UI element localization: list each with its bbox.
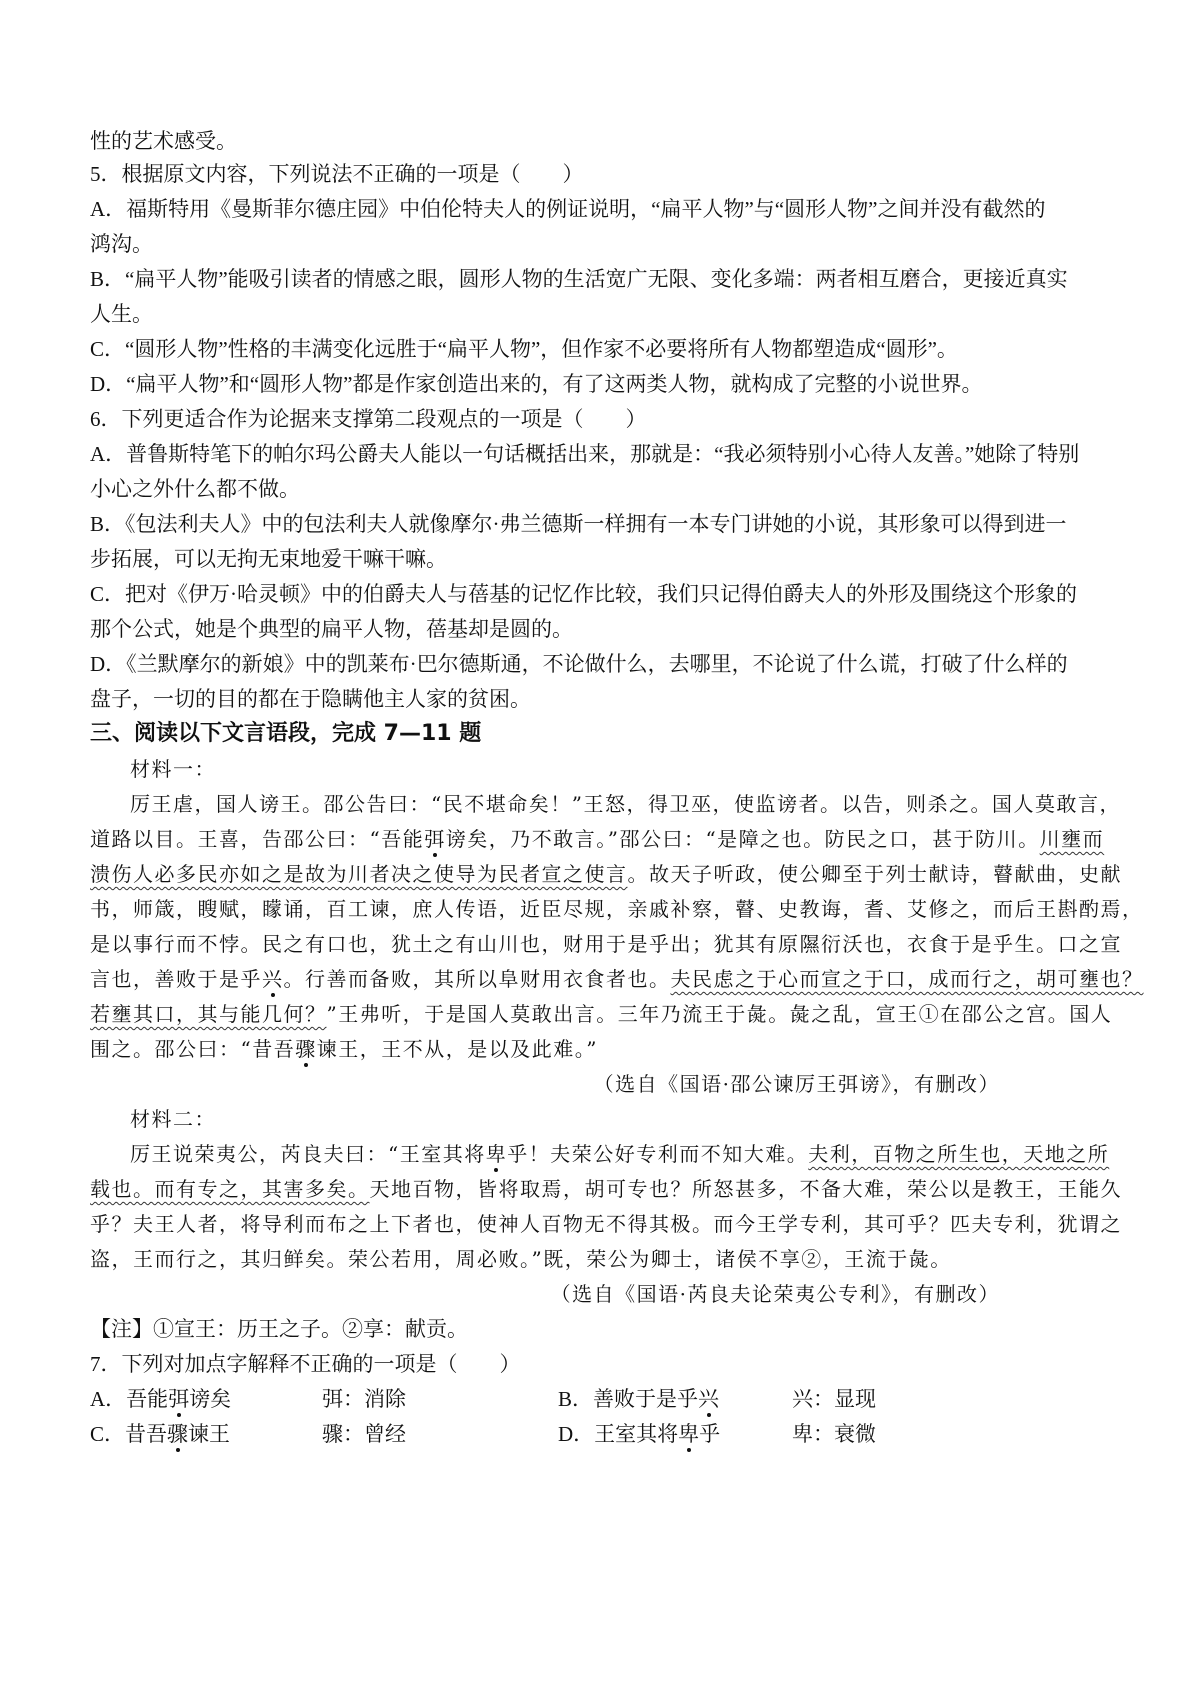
q7-option-a: A．吾能弭谤矣 [90,1387,232,1411]
dotted-char: 骤 [295,1037,317,1061]
dotted-char: 骤 [167,1422,189,1446]
q6-option-a-cont: 小心之外什么都不做。 [90,477,300,501]
material-1-line: 围之。邵公曰：“昔吾骤谏王，王不从，是以及此难。” [90,1037,598,1061]
material-1-line: 厉王虐，国人谤王。邵公告曰：“民不堪命矣！”王怒，得卫巫，使监谤者。以告，则杀之。国人莫敢言， [130,792,1121,816]
section-3-heading: 三、阅读以下文言语段，完成 7—11 题 [90,721,482,746]
material-1-line: 若壅其口，其与能几何？”王弗听，于是国人莫敢出言。三年乃流王于彘。彘之乱，宣王①在邵公之宫。国人 [90,1002,1113,1026]
dotted-char: 兴 [698,1387,720,1411]
material-1-label: 材料一： [130,757,216,781]
material-2-line: 厉王说荣夷公，芮良夫曰：“王室其将卑乎！夫荣公好专利而不知大难。夫利，百物之所生也，天地之所 [130,1142,1110,1166]
question-7-stem: 7．下列对加点字解释不正确的一项是（ ） [90,1352,521,1376]
q7-option-b-explanation: 兴：显现 [792,1387,876,1411]
wavy-underlined-text: 夫利，百物之所生也，天地之所 [808,1142,1110,1166]
material-2-line: 盗，王而行之，其归鲜矣。荣公若用，周必败。”既，荣公为卿士，诸侯不享②，王流于彘。 [90,1247,952,1271]
material-1-line: 言也，善败于是乎兴。行善而备败，其所以阜财用衣食者也。夫民虑之于心而宣之于口，成而行之，胡可壅也？ [90,967,1144,991]
question-5-stem: 5．根据原文内容，下列说法不正确的一项是（ ） [90,162,584,186]
wavy-underlined-text: 若壅其口，其与能几何？ [90,1002,327,1026]
q5-option-a-cont: 鸿沟。 [90,232,153,256]
wavy-underlined-text: 溃伤人必多民亦如之是故为川者决之使导为民者宣之使言 [90,862,628,886]
material-2-label: 材料二： [130,1107,216,1131]
q7-option-b: B．善败于是乎兴 [558,1387,720,1411]
q7-option-a-explanation: 弭：消除 [322,1387,406,1411]
material-2-line: 载也。而有专之，其害多矣。天地百物，皆将取焉，胡可专也？所怒甚多，不备大难，荣公以是教王，王能久 [90,1177,1122,1201]
q6-option-c-cont: 那个公式，她是个典型的扁平人物，蓓基却是圆的。 [90,617,573,641]
q7-option-c: C．昔吾骤谏王 [90,1422,231,1446]
q6-option-c: C．把对《伊万·哈灵顿》中的伯爵夫人与蓓基的记忆作比较，我们只记得伯爵夫人的外形及围绕这个形象的 [90,582,1077,606]
q5-option-a: A．福斯特用《曼斯菲尔德庄园》中伯伦特夫人的例证说明，“扁平人物”与“圆形人物”之间并没有截然的 [90,197,1046,221]
wavy-underlined-text: 川壅而 [1039,827,1105,851]
material-1-line: 书，师箴，瞍赋，矇诵，百工谏，庶人传语，近臣尽规，亲戚补察，瞽、史教诲，耆、艾修之，而后王斟酌焉， [90,897,1144,921]
question-6-stem: 6．下列更适合作为论据来支撑第二段观点的一项是（ ） [90,407,647,431]
material-1-source: （选自《国语·邵公谏厉王弭谤》，有删改） [593,1072,1000,1096]
material-1-line: 溃伤人必多民亦如之是故为川者决之使导为民者宣之使言。故天子听政，使公卿至于列士献诗，瞽献曲，史献 [90,862,1122,886]
q7-option-c-explanation: 骤：曾经 [322,1422,406,1446]
q5-option-d: D．“扁平人物”和“圆形人物”都是作家创造出来的，有了这两类人物，就构成了完整的小说世界。 [90,372,983,396]
q7-option-d-explanation: 卑：衰微 [792,1422,876,1446]
q6-option-b-cont: 步拓展，可以无拘无束地爱干嘛干嘛。 [90,547,447,571]
q7-option-d: D．王室其将卑乎 [558,1422,721,1446]
q6-option-a: A．普鲁斯特笔下的帕尔玛公爵夫人能以一句话概括出来，那就是：“我必须特别小心待人友善。”她除了特别 [90,442,1080,466]
q5-option-b: B．“扁平人物”能吸引读者的情感之眼，圆形人物的生活宽广无限、变化多端：两者相互磨合，更接近真实 [90,267,1068,291]
wavy-underlined-text: 夫民虑之于心而宣之于口，成而行之，胡可壅也？ [670,967,1144,991]
q5-option-c: C．“圆形人物”性格的丰满变化远胜于“扁平人物”，但作家不必要将所有人物都塑造成“圆形”。 [90,337,958,361]
q6-option-d: D．《兰默摩尔的新娘》中的凯莱布·巴尔德斯通，不论做什么，去哪里，不论说了什么谎，打破了什么样的 [90,652,1068,676]
material-1-line: 道路以目。王喜，告邵公曰：“吾能弭谤矣，乃不敢言。”邵公曰：“是障之也。防民之口，甚于防川。川壅而 [90,827,1105,851]
dotted-char: 弭 [424,827,446,851]
wavy-underlined-text: 载也。而有专之，其害多矣。 [90,1177,370,1201]
material-1-line: 是以事行而不悖。民之有口也，犹土之有山川也，财用于是乎出；犹其有原隰衍沃也，衣食于是乎生。口之宣 [90,932,1122,956]
q6-option-b: B．《包法利夫人》中的包法利夫人就像摩尔·弗兰德斯一样拥有一本专门讲她的小说，其形象可以得到进一 [90,512,1067,536]
annotation-note: 【注】①宣王：历王之子。②享：献贡。 [90,1317,468,1341]
material-2-source: （选自《国语·芮良夫论荣夷公专利》，有删改） [550,1282,1000,1306]
material-2-line: 乎？夫王人者，将导利而布之上下者也，使神人百物无不得其极。而今王学专利，其可乎？匹夫专利，犹谓之 [90,1212,1122,1236]
dotted-char: 卑 [678,1422,700,1446]
dotted-char: 弭 [168,1387,190,1411]
dotted-char: 卑 [485,1142,508,1166]
q6-option-d-cont: 盘子，一切的目的都在于隐瞒他主人家的贫困。 [90,687,531,711]
dotted-char: 兴 [262,967,284,991]
continuation-text: 性的艺术感受。 [90,129,237,153]
q5-option-b-cont: 人生。 [90,302,153,326]
